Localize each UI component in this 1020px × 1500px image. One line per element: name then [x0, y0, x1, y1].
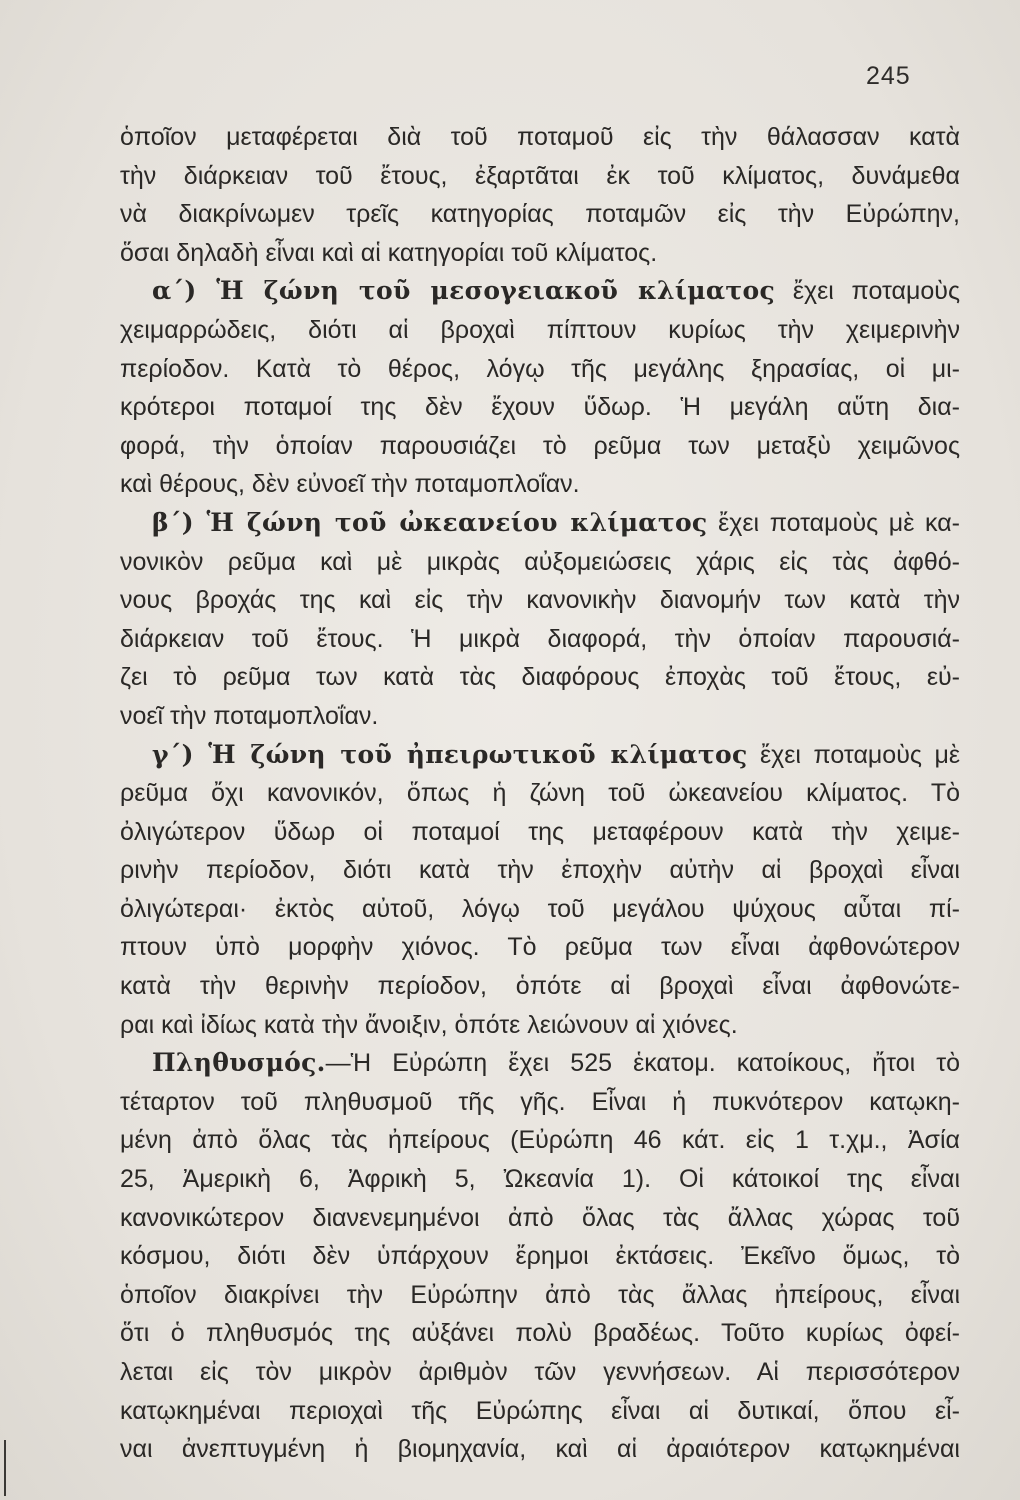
text-segment: ἔχει ποταμοὺς — [775, 277, 960, 306]
text-line — [120, 967, 960, 1006]
text-line — [120, 774, 960, 813]
text-segment: ἔχει ποταμοὺς μὲ — [747, 740, 960, 769]
text-line — [120, 350, 960, 389]
text-line — [120, 272, 960, 311]
text-segment: ζει τὸ ρεῦμα των κατὰ τὰς διαφόρους ἐποχὰς τοῦ ἔτους, εὐ- — [120, 663, 960, 692]
text-segment: κόσμου, διότι δὲν ὑπάρχουν ἔρημοι ἐκτάσεις. Ἐκεῖνο ὅμως, τὸ — [120, 1242, 960, 1271]
text-line — [120, 620, 960, 659]
text-segment: ὅτι ὁ πληθυσμός της αὐξάνει πολὺ βραδέως. Τοῦτο κυρίως ὀφεί- — [120, 1319, 960, 1348]
text-segment: ὅσαι δηλαδὴ εἶναι καὶ αἱ κατηγορίαι τοῦ κλίματος. — [120, 238, 658, 267]
text-line — [120, 543, 960, 582]
text-line — [120, 1044, 960, 1083]
text-segment: 25, Ἀμερικὴ 6, Ἀφρικὴ 5, Ὠκεανία 1). Οἱ κάτοικοί της εἶναι — [120, 1165, 960, 1194]
text-segment: νους βροχάς της καὶ εἰς τὴν κανονικὴν διανομήν των κατὰ τὴν — [120, 586, 960, 615]
text-line — [120, 1083, 960, 1122]
section-heading: γ΄) Ἡ ζώνη τοῦ ἠπειρωτικοῦ κλίματος — [152, 739, 748, 769]
text-segment: ἔχει ποταμοὺς μὲ κα- — [707, 508, 960, 537]
text-line — [120, 195, 960, 234]
text-line — [120, 1392, 960, 1431]
text-segment: κανονικώτερον διανενεμημένοι ἀπὸ ὅλας τὰς ἄλλας χώρας τοῦ — [120, 1203, 960, 1232]
section-heading: α΄) Ἡ ζώνη τοῦ μεσογειακοῦ κλίματος — [152, 276, 776, 306]
text-segment: τέταρτον τοῦ πληθυσμοῦ τῆς γῆς. Εἶναι ἡ πυκνότερον κατῳκη- — [120, 1087, 960, 1116]
text-segment: κατῳκημέναι περιοχαὶ τῆς Εὐρώπης εἶναι αἱ δυτικαί, ὅπου εἶ- — [120, 1396, 960, 1425]
text-line — [120, 504, 960, 543]
text-segment: λεται εἰς τὸν μικρὸν ἀριθμὸν τῶν γεννήσεων. Αἱ περισσότερον — [120, 1358, 960, 1386]
text-segment: νονικὸν ρεῦμα καὶ μὲ μικρὰς αὐξομειώσεις χάρις εἰς τὰς ἀφθό- — [120, 547, 960, 576]
text-segment: κρότεροι ποταμοί της δὲν ἔχουν ὕδωρ. Ἡ μεγάλη αὕτη δια- — [120, 393, 960, 422]
text-line — [120, 465, 960, 504]
text-segment: διάρκειαν τοῦ ἔτους. Ἡ μικρὰ διαφορά, τὴν ὁποίαν παρουσιά- — [120, 624, 960, 653]
text-segment: —Ἡ Εὐρώπη ἔχει 525 ἑκατομ. κατοίκους, ἤτοι τὸ — [325, 1049, 960, 1078]
text-line — [120, 1121, 960, 1160]
text-segment: κατὰ τὴν θερινὴν περίοδον, ὁπότε αἱ βροχαὶ εἶναι ἀφθονώτε- — [120, 972, 960, 1001]
text-line — [120, 234, 960, 273]
text-line — [120, 1353, 960, 1392]
text-segment: ὁποῖον μεταφέρεται διὰ τοῦ ποταμοῦ εἰς τὴν θάλασσαν κατὰ — [120, 123, 960, 151]
text-segment: φορά, τὴν ὁποίαν παρουσιάζει τὸ ρεῦμα των μεταξὺ χειμῶνος — [120, 431, 960, 460]
text-line — [120, 157, 960, 196]
text-line — [120, 1276, 960, 1315]
margin-mark — [4, 1440, 6, 1496]
text-line — [120, 736, 960, 775]
text-line — [120, 1006, 960, 1045]
section-heading: Πληθυσμός. — [152, 1048, 326, 1078]
text-segment: ρινὴν περίοδον, διότι κατὰ τὴν ἐποχὴν αὐτὴν αἱ βροχαὶ εἶναι — [120, 856, 960, 885]
body-text — [120, 118, 960, 1469]
text-line — [120, 388, 960, 427]
text-line — [120, 928, 960, 967]
text-segment: ὁποῖον διακρίνει τὴν Εὐρώπην ἀπὸ τὰς ἄλλας ἠπείρους, εἶναι — [120, 1280, 960, 1309]
section-heading: β΄) Ἡ ζώνη τοῦ ὠκεανείου κλίματος — [152, 507, 708, 537]
text-line — [120, 311, 960, 350]
text-segment: ραι καὶ ἰδίως κατὰ τὴν ἄνοιξιν, ὁπότε λειώνουν αἱ χιόνες. — [120, 1010, 738, 1039]
text-segment: καὶ θέρους, δὲν εὐνοεῖ τὴν ποταμοπλοΐαν. — [120, 470, 580, 499]
text-line — [120, 1314, 960, 1353]
text-line — [120, 118, 960, 157]
text-segment: ὀλιγώτεραι· ἐκτὸς αὐτοῦ, λόγῳ τοῦ μεγάλου ψύχους αὗται πί- — [120, 894, 960, 923]
text-line — [120, 658, 960, 697]
text-segment: μένη ἀπὸ ὅλας τὰς ἠπείρους (Εὐρώπη 46 κάτ. εἰς 1 τ.χμ., Ἀσία — [120, 1126, 960, 1155]
text-line — [120, 890, 960, 929]
text-line — [120, 813, 960, 852]
text-segment: ὀλιγώτερον ὕδωρ οἱ ποταμοί της μεταφέρουν κατὰ τὴν χειμε- — [120, 817, 960, 846]
text-segment: ναι ἀνεπτυγμένη ἡ βιομηχανία, καὶ αἱ ἀραιότερον κατῳκημέναι — [120, 1435, 960, 1464]
text-line — [120, 697, 960, 736]
text-segment: πτουν ὑπὸ μορφὴν χιόνος. Τὸ ρεῦμα των εἶναι ἀφθονώτερον — [120, 933, 960, 962]
text-line — [120, 581, 960, 620]
text-segment: περίοδον. Κατὰ τὸ θέρος, λόγῳ τῆς μεγάλης ξηρασίας, οἱ μι- — [120, 354, 960, 383]
text-line — [120, 851, 960, 890]
text-line — [120, 1160, 960, 1199]
page-number: 245 — [866, 62, 911, 90]
text-line — [120, 427, 960, 466]
text-line — [120, 1430, 960, 1469]
text-segment: ρεῦμα ὄχι κανονικόν, ὅπως ἡ ζώνη τοῦ ὠκεανείου κλίματος. Τὸ — [120, 779, 960, 808]
text-line — [120, 1199, 960, 1238]
text-segment: χειμαρρώδεις, διότι αἱ βροχαὶ πίπτουν κυρίως τὴν χειμερινὴν — [120, 315, 960, 344]
text-segment: νὰ διακρίνωμεν τρεῖς κατηγορίας ποταμῶν εἰς τὴν Εὐρώπην, — [120, 200, 960, 229]
text-segment: τὴν διάρκειαν τοῦ ἔτους, ἐξαρτᾶται ἐκ τοῦ κλίματος, δυνάμεθα — [120, 161, 960, 190]
text-line — [120, 1237, 960, 1276]
text-segment: νοεῖ τὴν ποταμοπλοΐαν. — [120, 701, 379, 730]
